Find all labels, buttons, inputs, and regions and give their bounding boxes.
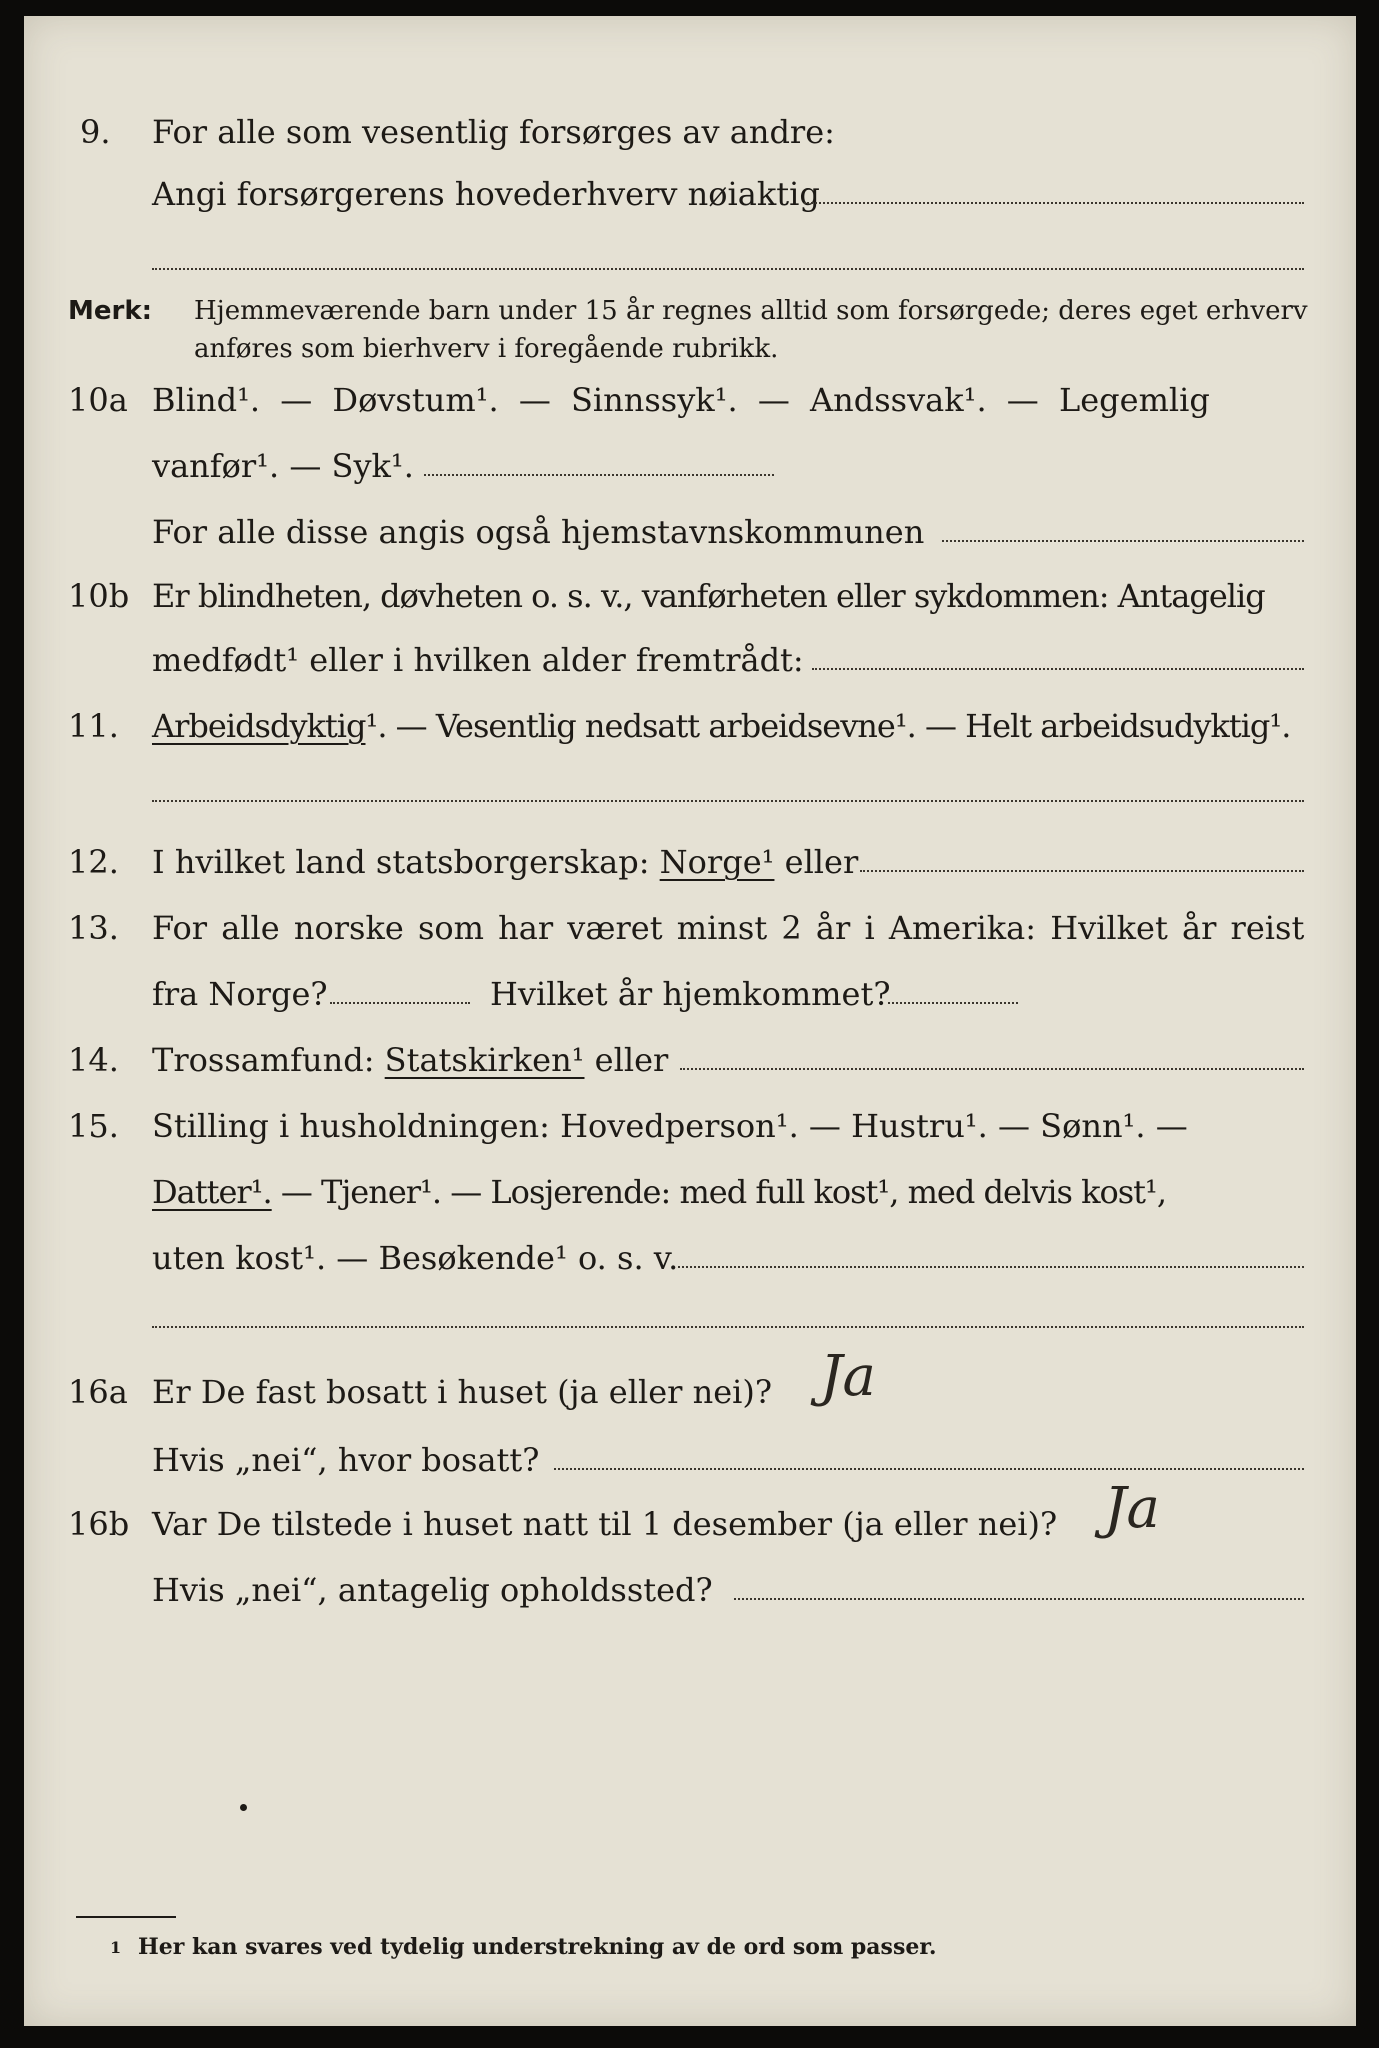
q9-text: For alle som vesentlig forsørges av andre: — [152, 113, 835, 151]
question-number: 16b — [68, 1505, 130, 1543]
q10a-text: Blind¹. — Døvstum¹. — Sinnssyk¹. — Andssvak¹. — Legemlig — [152, 381, 1210, 419]
merk-label: Merk: — [68, 296, 153, 326]
q12-text: I hvilket land statsborgerskap: Norge¹ eller — [152, 843, 859, 881]
question-number: 14. — [68, 1041, 119, 1079]
q11-text: Arbeidsdyktig¹. — Vesentlig nedsatt arbeidsevne¹. — Helt arbeidsudyktig¹. — [152, 707, 1291, 745]
q10b-text-2: medfødt¹ eller i hvilken alder fremtrådt: — [152, 641, 804, 679]
handwritten-answer: Ja — [1104, 1476, 1160, 1541]
q14-text: Trossamfund: Statskirken¹ eller — [152, 1041, 669, 1079]
question-number: 13. — [68, 909, 119, 947]
ink-dot — [240, 1804, 247, 1811]
answer-line[interactable] — [424, 474, 774, 476]
q10a-text-3: For alle disse angis også hjemstavnskommunen — [152, 513, 925, 551]
answer-line[interactable] — [152, 268, 1304, 270]
underlined-answer: Statskirken¹ — [384, 1041, 585, 1079]
q10a-text-2: vanfør¹. — Syk¹. — [152, 447, 414, 485]
answer-line[interactable] — [734, 1598, 1304, 1600]
q13-text-2b: Hvilket år hjemkommet? — [490, 975, 891, 1013]
answer-line[interactable] — [804, 202, 1304, 204]
answer-line[interactable] — [888, 1002, 1018, 1004]
answer-line[interactable] — [152, 800, 1304, 802]
footnote-text: Her kan svares ved tydelig understrekning av de ord som passer. — [138, 1934, 937, 1960]
underlined-answer: Norge¹ — [659, 843, 775, 881]
question-number: 16a — [68, 1373, 128, 1411]
question-number: 15. — [68, 1107, 119, 1145]
q9-text-2: Angi forsørgerens hovederhverv nøiaktig — [152, 175, 820, 213]
answer-line[interactable] — [330, 1002, 470, 1004]
handwritten-answer: Ja — [820, 1344, 876, 1409]
answer-line[interactable] — [152, 1326, 1304, 1328]
answer-line[interactable] — [554, 1468, 1304, 1470]
q15-text-2: Datter¹. — Tjener¹. — Losjerende: med full kost¹, med delvis kost¹, — [152, 1173, 1167, 1211]
q16b-text-2: Hvis „nei“, antagelig opholdssted? — [152, 1571, 713, 1609]
q16b-text: Var De tilstede i huset natt til 1 desember (ja eller nei)? — [152, 1505, 1058, 1543]
answer-line[interactable] — [860, 870, 1304, 872]
underlined-answer: Datter¹. — [152, 1173, 272, 1211]
question-number: 11. — [68, 707, 119, 745]
question-number: 12. — [68, 843, 119, 881]
merk-text-2: anføres som bierhverv i foregående rubrikk. — [194, 334, 779, 364]
q13-text: For alle norske som har været minst 2 år i Amerika: Hvilket år reist — [152, 909, 1305, 947]
q10b-text: Er blindheten, døvheten o. s. v., vanførheten eller sykdommen: Antagelig — [152, 577, 1265, 615]
form-page — [24, 16, 1356, 2026]
q15-text: Stilling i husholdningen: Hovedperson¹. — Hustru¹. — Sønn¹. — — [152, 1107, 1188, 1145]
question-number: 10b — [68, 577, 130, 615]
answer-line[interactable] — [678, 1266, 1304, 1268]
answer-line[interactable] — [680, 1068, 1304, 1070]
question-number: 10a — [68, 381, 128, 419]
underlined-answer: Arbeidsdyktig — [152, 707, 366, 745]
footnote-rule — [76, 1916, 176, 1918]
q16a-text-2: Hvis „nei“, hvor bosatt? — [152, 1441, 540, 1479]
answer-line[interactable] — [942, 540, 1304, 542]
q13-text-2a: fra Norge? — [152, 975, 328, 1013]
merk-text: Hjemmeværende barn under 15 år regnes alltid som forsørgede; deres eget erhverv — [194, 296, 1308, 326]
q15-text-3: uten kost¹. — Besøkende¹ o. s. v. — [152, 1239, 679, 1277]
answer-line[interactable] — [812, 668, 1304, 670]
question-number: 9. — [80, 113, 111, 151]
q16a-text: Er De fast bosatt i huset (ja eller nei)? — [152, 1373, 773, 1411]
footnote-mark: 1 — [110, 1938, 122, 1957]
